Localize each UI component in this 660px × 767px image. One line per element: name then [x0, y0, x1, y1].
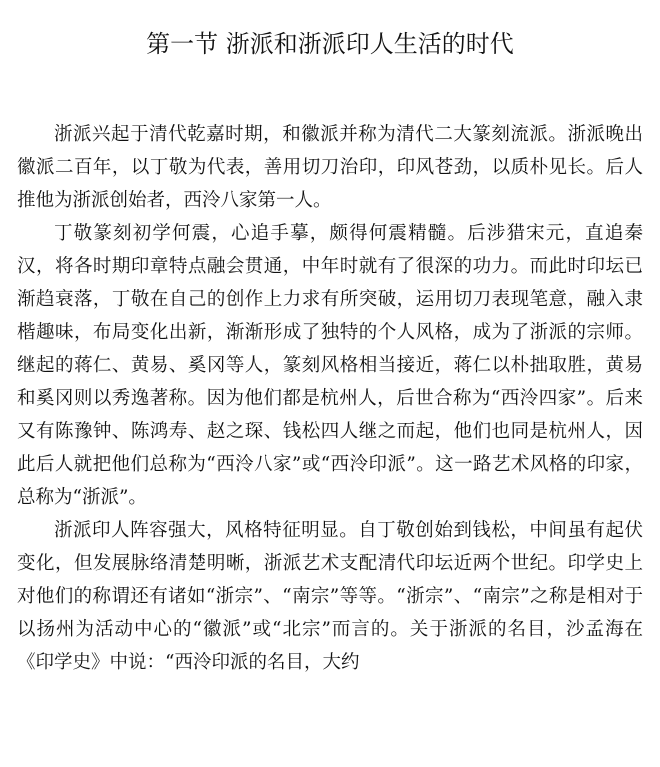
paragraph-3: 浙派印人阵容强大，风格特征明显。自丁敬创始到钱松，中间虽有起伏变化，但发展脉络清楚明晰，浙派艺术支配清代印坛近两个世纪。印学史上对他们的称谓还有诸如“浙宗”、“南宗”等等。“浙宗”、“南宗”之称是相对于以扬州为活动中心的“徽派”或“北宗”而言的。关于浙派的名目，沙孟海在《印学史》中说：“西泠印派的名目，大约	[17, 520, 643, 673]
paragraph-1: 浙派兴起于清代乾嘉时期，和徽派并称为清代二大篆刻流派。浙派晚出徽派二百年，以丁敬为代表，善用切刀治印，印风苍劲，以质朴见长。后人推他为浙派创始者，西泠八家第一人。	[17, 124, 643, 211]
paragraph-2: 丁敬篆刻初学何震，心追手摹，颇得何震精髓。后涉猎宋元，直追秦汉，将各时期印章特点融会贯通，中年时就有了很深的功力。而此时印坛已渐趋衰落，丁敬在自己的创作上力求有所突破，运用切刀表现笔意，融入隶楷趣味，布局变化出新，渐渐形成了独特的个人风格，成为了浙派的宗师。继起的蒋仁、黄易、奚冈等人，篆刻风格相当接近，蒋仁以朴拙取胜，黄易和奚冈则以秀逸著称。因为他们都是杭州人，后世合称为“西泠四家”。后来又有陈豫钟、陈鸿寿、赵之琛、钱松四人继之而起，他们也同是杭州人，因此后人就把他们总称为“西泠八家”或“西泠印派”。这一路艺术风格的印家，总称为“浙派”。	[17, 223, 643, 508]
section-title: 第一节 浙派和浙派印人生活的时代	[146, 30, 514, 58]
